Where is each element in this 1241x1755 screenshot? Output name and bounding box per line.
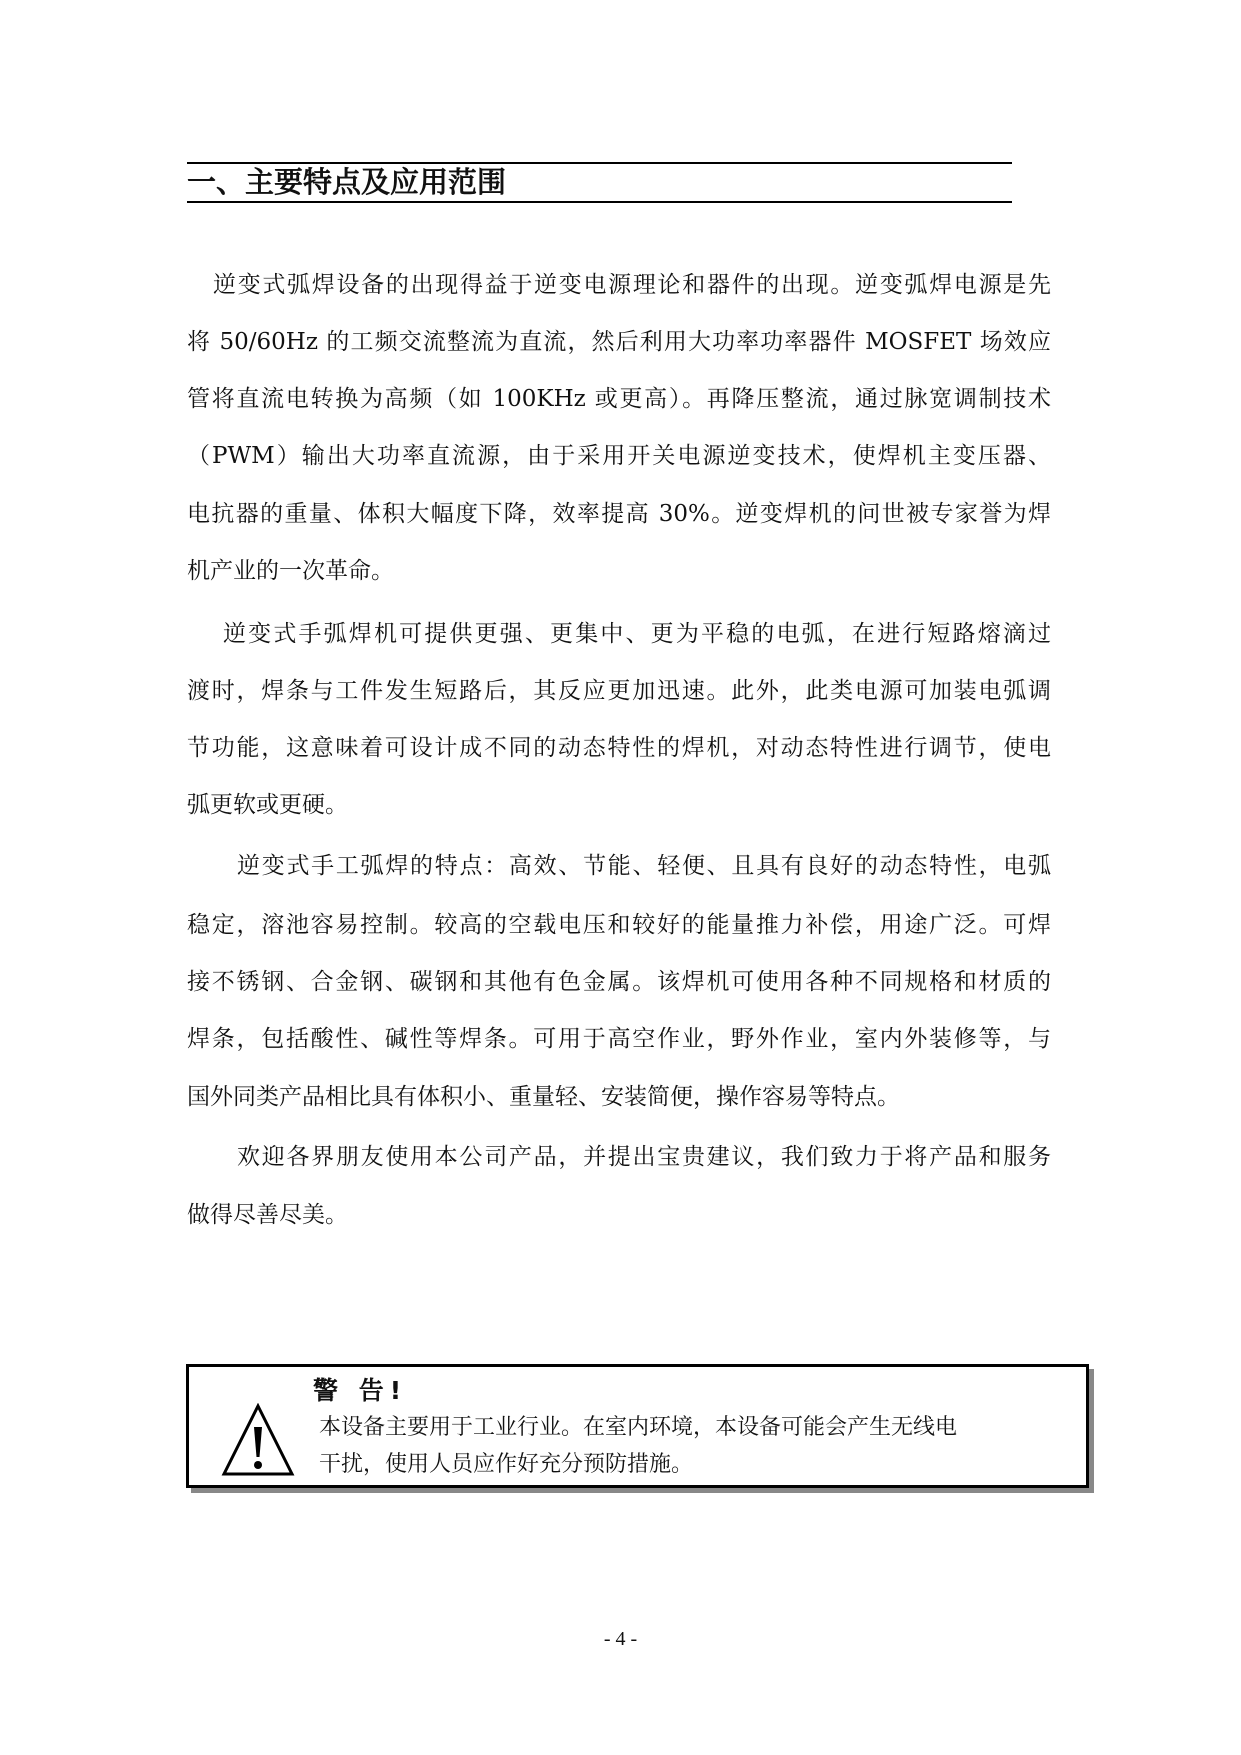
paragraph-line: 接不锈钢、合金钢、碳钢和其他有色金属。该焊机可使用各种不同规格和材质的 bbox=[187, 969, 1051, 995]
paragraph-line: 国外同类产品相比具有体积小、重量轻、安装简便，操作容易等特点。 bbox=[187, 1084, 900, 1110]
paragraph-line: 电抗器的重量、体积大幅度下降，效率提高 30%。逆变焊机的问世被专家誉为焊 bbox=[187, 501, 1051, 527]
paragraph-line: （PWM）输出大功率直流源，由于采用开关电源逆变技术，使焊机主变压器、 bbox=[187, 443, 1051, 469]
paragraph-line: 逆变式手弧焊机可提供更强、更集中、更为平稳的电弧，在进行短路熔滴过 bbox=[223, 621, 1051, 647]
paragraph-line: 稳定，溶池容易控制。较高的空载电压和较好的能量推力补偿，用途广泛。可焊 bbox=[187, 912, 1051, 938]
warning-title: 警 告! bbox=[313, 1376, 408, 1405]
paragraph-line: 做得尽善尽美。 bbox=[187, 1202, 348, 1228]
warning-box bbox=[186, 1364, 1089, 1488]
heading-bottom-rule bbox=[187, 201, 1012, 203]
page-number: - 4 - bbox=[603, 1628, 638, 1650]
paragraph-line: 焊条，包括酸性、碱性等焊条。可用于高空作业，野外作业，室内外装修等，与 bbox=[187, 1026, 1051, 1052]
warning-text-line: 本设备主要用于工业行业。在室内环境，本设备可能会产生无线电 bbox=[319, 1415, 958, 1440]
paragraph-line: 管将直流电转换为高频（如 100KHz 或更高）。再降压整流，通过脉宽调制技术 bbox=[187, 386, 1051, 412]
section-heading: 一、主要特点及应用范围 bbox=[187, 165, 507, 199]
warning-triangle-icon bbox=[221, 1403, 295, 1477]
paragraph-line: 逆变式弧焊设备的出现得益于逆变电源理论和器件的出现。逆变弧焊电源是先 bbox=[213, 272, 1051, 298]
paragraph-line: 欢迎各界朋友使用本公司产品，并提出宝贵建议，我们致力于将产品和服务 bbox=[237, 1144, 1051, 1170]
paragraph-line: 节功能，这意味着可设计成不同的动态特性的焊机，对动态特性进行调节，使电 bbox=[187, 735, 1051, 761]
warning-text-line: 干扰，使用人员应作好充分预防措施。 bbox=[319, 1452, 694, 1477]
paragraph-line: 机产业的一次革命。 bbox=[187, 558, 394, 584]
paragraph-line: 弧更软或更硬。 bbox=[187, 792, 348, 818]
paragraph-line: 逆变式手工弧焊的特点：高效、节能、轻便、且具有良好的动态特性，电弧 bbox=[237, 853, 1051, 879]
paragraph-line: 将 50/60Hz 的工频交流整流为直流，然后利用大功率功率器件 MOSFET 场效应 bbox=[187, 329, 1051, 355]
paragraph-line: 渡时，焊条与工件发生短路后，其反应更加迅速。此外，此类电源可加装电弧调 bbox=[187, 678, 1051, 704]
